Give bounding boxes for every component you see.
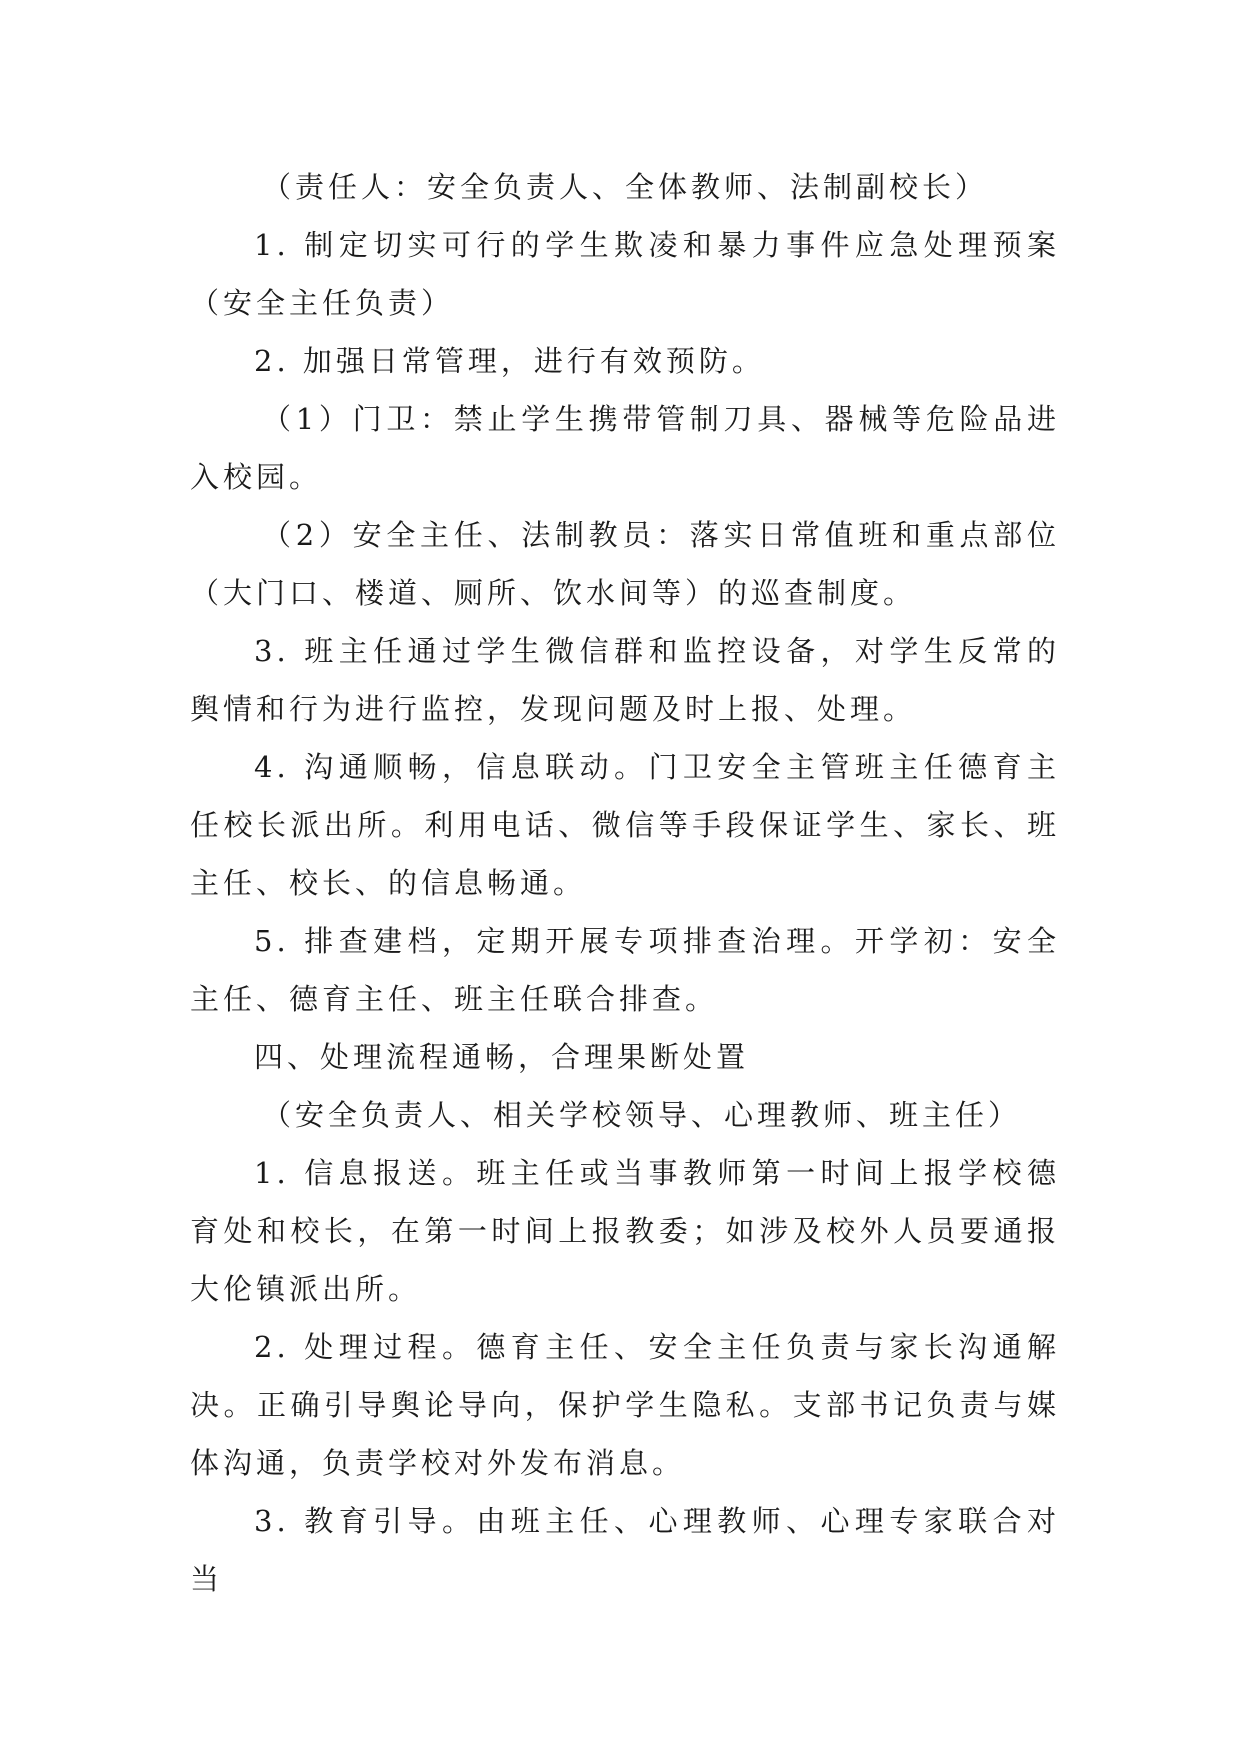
responsible-persons-note: （责任人：安全负责人、全体教师、法制副校长） [262, 170, 989, 204]
section-4-item-2: 2. 处理过程。德育主任、安全主任负责与家长沟通解决。正确引导舆论导向，保护学生隐私。支部书记负责与媒体沟通，负责学校对外发布消息。 [190, 1330, 1060, 1480]
paragraph-item-4: 4. 沟通顺畅，信息联动。门卫安全主管班主任德育主任校长派出所。利用电话、微信等手段保证学生、家长、班主任、校长、的信息畅通。 [190, 750, 1060, 900]
paragraph-item-1: 1. 制定切实可行的学生欺凌和暴力事件应急处理预案（安全主任负责） [190, 228, 1060, 320]
section-4-item-1: 1. 信息报送。班主任或当事教师第一时间上报学校德育处和校长，在第一时间上报教委；如涉及校外人员要通报大伦镇派出所。 [190, 1156, 1060, 1306]
paragraph-subitem-2: （2）安全主任、法制教员：落实日常值班和重点部位（大门口、楼道、厕所、饮水间等）的巡查制度。 [190, 518, 1060, 610]
section-heading-4: 四、处理流程通畅，合理果断处置 [254, 1040, 750, 1074]
section-4-responsible-note: （安全负责人、相关学校领导、心理教师、班主任） [262, 1098, 1022, 1132]
paragraph-item-3: 3. 班主任通过学生微信群和监控设备，对学生反常的舆情和行为进行监控，发现问题及时上报、处理。 [190, 634, 1060, 726]
document-body [190, 158, 1060, 1608]
paragraph-item-5: 5. 排查建档，定期开展专项排查治理。开学初：安全主任、德育主任、班主任联合排查。 [190, 924, 1060, 1016]
paragraph-item-2: 2. 加强日常管理，进行有效预防。 [254, 344, 765, 378]
section-4-item-3: 3. 教育引导。由班主任、心理教师、心理专家联合对当 [190, 1504, 1060, 1596]
paragraph-subitem-1: （1）门卫：禁止学生携带管制刀具、器械等危险品进入校园。 [190, 402, 1060, 494]
